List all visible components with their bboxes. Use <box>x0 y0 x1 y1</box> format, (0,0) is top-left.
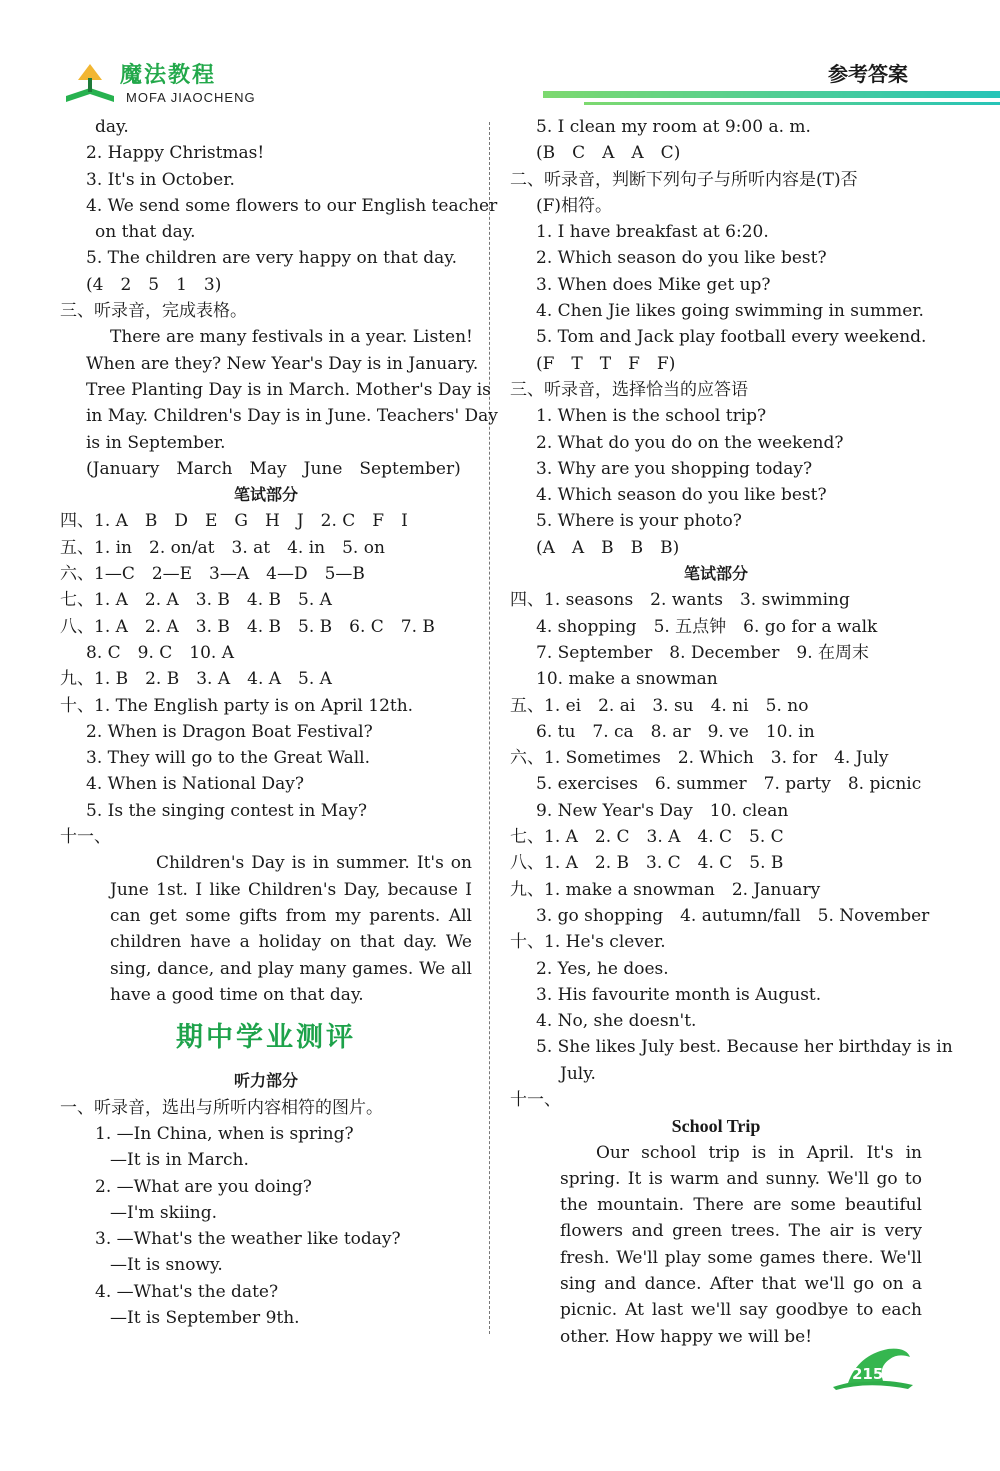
answer-line: 5. I clean my room at 9:00 a. m. <box>536 117 811 137</box>
answer-line: 四、1. A B D E G H J 2. C F I <box>60 511 408 532</box>
answer-line: 十一、 <box>60 827 111 848</box>
answer-line: 六、1. Sometimes 2. Which 3. for 4. July <box>510 748 889 769</box>
answer-line: (January March May June September) <box>86 458 461 479</box>
answer-line: July. <box>560 1063 596 1084</box>
answer-line: (A A B B B) <box>536 537 680 558</box>
answer-line: 3. They will go to the Great Wall. <box>86 748 371 769</box>
answer-line: 九、1. B 2. B 3. A 4. A 5. A <box>60 669 332 690</box>
answer-line: 2. When is Dragon Boat Festival? <box>86 721 373 742</box>
answer-line: 十一、 <box>510 1089 561 1110</box>
answer-line: 6. tu 7. ca 8. ar 9. ve 10. in <box>536 721 815 742</box>
answer-line: 1. —In China, when is spring? <box>95 1123 354 1144</box>
answer-line: When are they? New Year's Day is in January. <box>86 353 479 374</box>
essay-childrens-day: Children's Day is in summer. It's on June 1st. I like Children's Day, because I can get some gifts from my parents. All children have a holiday on that day. We sing, dance, and play many games. We all have a good time on that day. <box>110 853 472 1005</box>
answer-line: 2. Yes, he does. <box>536 958 669 979</box>
answer-line: is in September. <box>86 432 226 453</box>
answer-line: 9. New Year's Day 10. clean <box>536 800 789 821</box>
answer-line: —It is in March. <box>110 1150 249 1171</box>
answer-line: (F T T F F) <box>536 353 676 374</box>
answer-line: 七、1. A 2. A 3. B 4. B 5. A <box>60 590 332 611</box>
midterm-heading: 期中学业测评 <box>176 1022 356 1054</box>
answer-line: 2. What do you do on the weekend? <box>536 432 844 453</box>
page-header <box>0 0 1000 115</box>
answer-line: 3. Why are you shopping today? <box>536 458 813 479</box>
answer-line: (4 2 5 1 3) <box>86 274 222 295</box>
essay-school-trip: Our school trip is in April. It's in spring. It is warm and sunny. We'll go to the mountain. There are some beautiful flowers and green trees. The air is very fresh. We'll play some games there. We'll sing and dance. After that we'll go on a picnic. At last we'll say goodbye to each other. How happy we will be! <box>560 1142 922 1347</box>
answer-line: 九、1. make a snowman 2. January <box>510 879 821 900</box>
answer-line: 4. No, she doesn't. <box>536 1011 697 1032</box>
answer-line: on that day. <box>95 222 196 243</box>
answer-line: There are many festivals in a year. Listen! <box>110 327 473 348</box>
answer-line: 2. Which season do you like best? <box>536 248 827 269</box>
page-number: 215 <box>852 1365 884 1383</box>
essay-title: School Trip <box>671 1116 761 1137</box>
answer-line: 十、1. The English party is on April 12th. <box>60 695 414 716</box>
answer-line: 1. When is the school trip? <box>536 406 767 427</box>
answer-line: 3. —What's the weather like today? <box>95 1229 401 1250</box>
answer-line: 五、1. ei 2. ai 3. su 4. ni 5. no <box>510 695 809 716</box>
answer-line: 3. His favourite month is August. <box>536 984 822 1005</box>
answer-line: 4. When is National Day? <box>86 774 304 795</box>
header-rule-thin <box>584 102 1000 105</box>
logo-chinese-text: 魔法教程 <box>120 63 217 88</box>
logo-english-text: MOFA JIAOCHENG <box>126 90 256 105</box>
section-heading: 三、听录音，完成表格。 <box>60 301 247 322</box>
answer-line: 10. make a snowman <box>536 669 718 690</box>
answer-line: 4. Chen Jie likes going swimming in summer. <box>536 301 924 322</box>
answer-line: —It is snowy. <box>110 1255 223 1276</box>
answer-line: 五、1. in 2. on/at 3. at 4. in 5. on <box>60 537 385 558</box>
answer-line: 5. Is the singing contest in May? <box>86 800 367 821</box>
answer-line: 5. The children are very happy on that day. <box>86 248 458 269</box>
answer-line: 2. Happy Christmas! <box>86 143 265 164</box>
page-title: 参考答案 <box>828 62 908 86</box>
right-column <box>510 114 953 1350</box>
answer-line: 4. —What's the date? <box>95 1281 279 1302</box>
answer-line: (B C A A C) <box>536 143 681 164</box>
answer-line: 3. go shopping 4. autumn/fall 5. November <box>536 905 930 926</box>
left-column <box>60 114 498 1331</box>
column-divider <box>489 122 490 1334</box>
answer-line: 1. I have breakfast at 6:20. <box>536 222 769 243</box>
header-rule <box>543 91 1000 98</box>
answer-line: 八、1. A 2. B 3. C 4. C 5. B <box>510 853 784 874</box>
answer-line: —I'm skiing. <box>110 1202 218 1223</box>
answer-line: 2. —What are you doing? <box>95 1176 312 1197</box>
written-part-heading: 笔试部分 <box>683 564 748 584</box>
book-logo-icon <box>62 58 118 106</box>
written-part-heading: 笔试部分 <box>233 485 298 505</box>
section-heading: 一、听录音，选出与所听内容相符的图片。 <box>60 1097 383 1118</box>
answer-line: 四、1. seasons 2. wants 3. swimming <box>510 590 850 611</box>
answer-line: 5. Where is your photo? <box>536 511 742 532</box>
section-heading: 三、听录音，选择恰当的应答语 <box>510 379 748 400</box>
answer-line: 六、1—C 2—E 3—A 4—D 5—B <box>60 564 365 585</box>
answer-line: 7. September 8. December 9. 在周末 <box>536 642 870 663</box>
answer-line: in May. Children's Day is in June. Teachers' Day <box>86 406 498 427</box>
section-heading: 二、听录音，判断下列句子与所听内容是(T)否 <box>510 169 858 190</box>
answer-line: 八、1. A 2. A 3. B 4. B 5. B 6. C 7. B <box>60 616 435 637</box>
answer-line: 4. shopping 5. 五点钟 6. go for a walk <box>536 616 878 637</box>
answer-line: 七、1. A 2. C 3. A 4. C 5. C <box>510 827 784 848</box>
logo <box>62 58 292 110</box>
answer-line: day. <box>95 117 129 137</box>
answer-line: 5. Tom and Jack play football every weekend. <box>536 327 927 348</box>
answer-line: 8. C 9. C 10. A <box>86 642 234 663</box>
answer-line: 4. Which season do you like best? <box>536 485 827 506</box>
answer-line: 5. She likes July best. Because her birthday is in <box>536 1037 953 1058</box>
answer-line: 5. exercises 6. summer 7. party 8. picnic <box>536 774 922 795</box>
section-heading: (F)相符。 <box>536 195 613 216</box>
answer-line: —It is September 9th. <box>110 1307 300 1328</box>
answer-line: Tree Planting Day is in March. Mother's Day is <box>86 379 491 400</box>
listening-heading: 听力部分 <box>233 1071 298 1091</box>
answer-line: 3. When does Mike get up? <box>536 274 771 295</box>
answer-line: 4. We send some flowers to our English teacher <box>86 195 498 216</box>
answer-line: 十、1. He's clever. <box>510 932 666 953</box>
answer-line: 3. It's in October. <box>86 169 235 190</box>
